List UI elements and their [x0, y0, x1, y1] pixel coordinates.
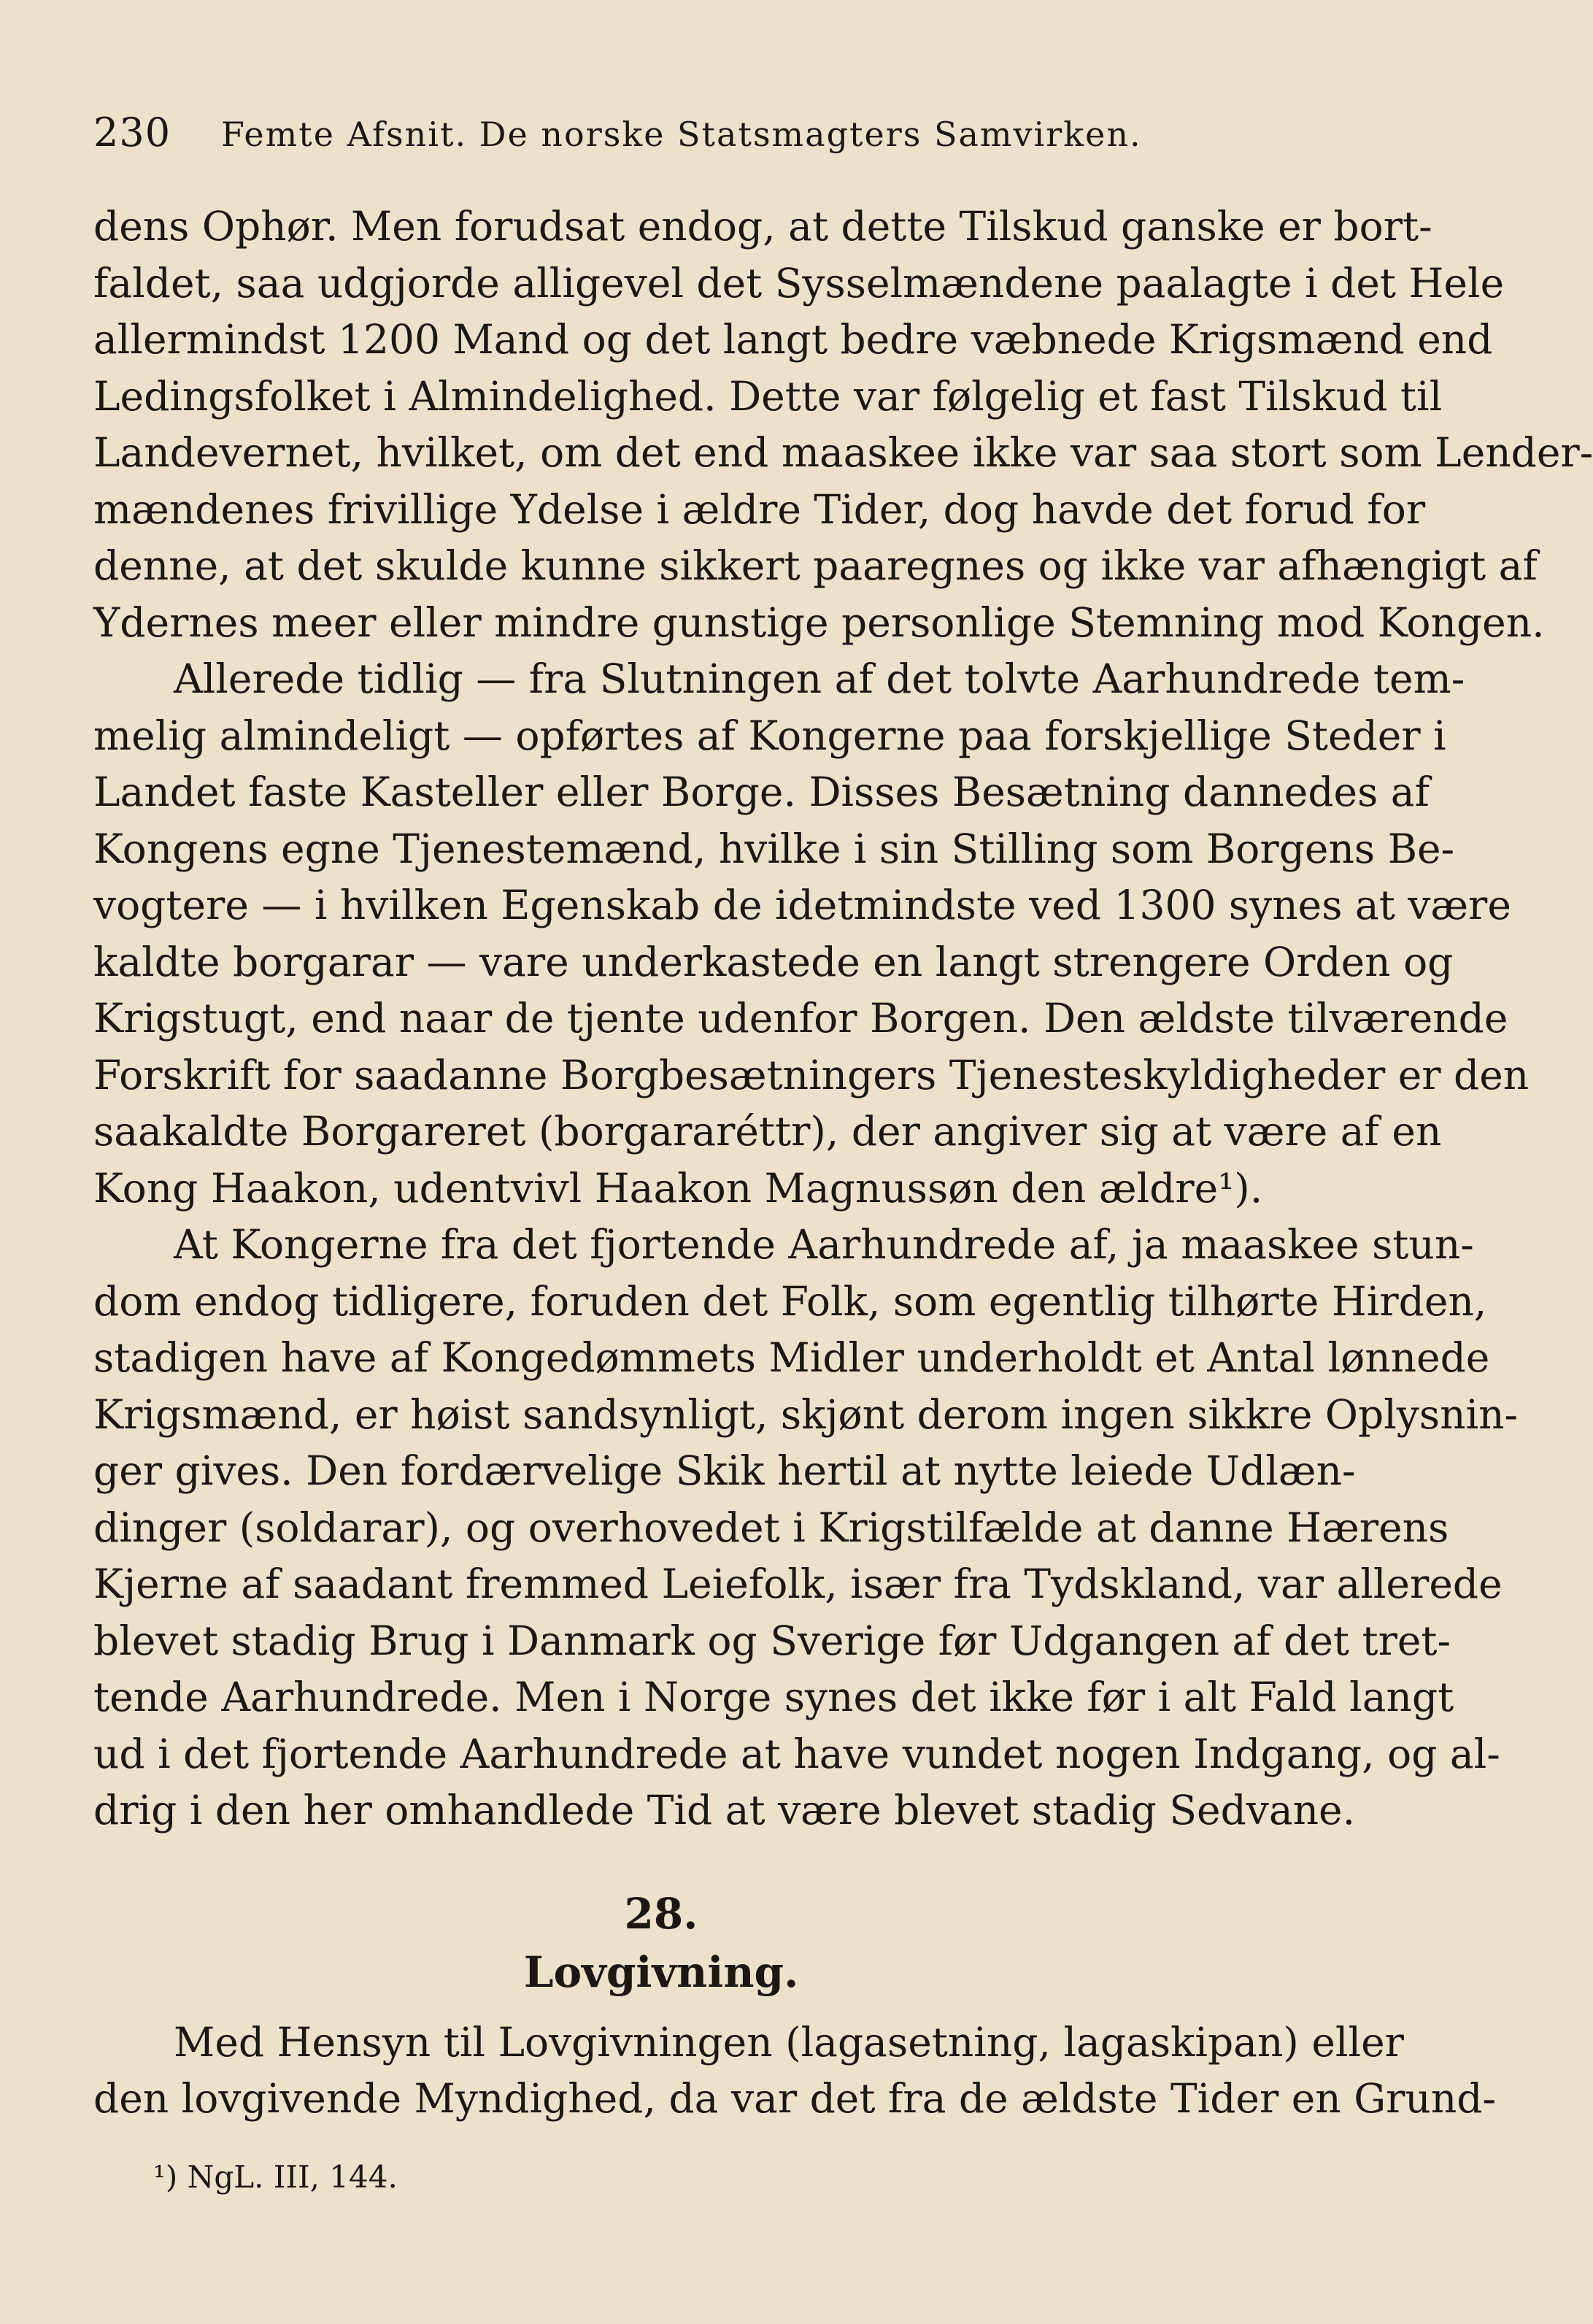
section-number: 28. [624, 1888, 698, 1939]
text-line: saakaldte Borgareret (borgararéttr), der angiver sig at være af en [93, 1108, 1442, 1155]
section-title: Lovgivning. [523, 1947, 799, 1997]
text-line: ud i det fjortende Aarhundrede at have vundet nogen Indgang, og al- [93, 1730, 1500, 1777]
text-line: mændenes frivillige Ydelse i ældre Tider, dog havde det forud for [93, 485, 1426, 533]
text-line: Allerede tidlig — fra Slutningen af det tolvte Aarhundrede tem- [174, 655, 1465, 702]
text-line: At Kongerne fra det fjortende Aarhundrede af, ja maaskee stun- [174, 1221, 1474, 1268]
text-line: tende Aarhundrede. Men i Norge synes det ikke før i alt Fald langt [93, 1674, 1454, 1720]
text-line: dinger (soldarar), og overhovedet i Krigstilfælde at danne Hærens [93, 1504, 1449, 1551]
footnote: ¹) NgL. III, 144. [153, 2159, 398, 2195]
text-line: melig almindeligt — opførtes af Kongerne paa forskjellige Steder i [93, 712, 1446, 759]
text-line: Kjerne af saadant fremmed Leiefolk, især fra Tydskland, var allerede [93, 1561, 1503, 1607]
text-line: stadigen have af Kongedømmets Midler underholdt et Antal lønnede [93, 1334, 1490, 1381]
section-paragraph [93, 2015, 1497, 2128]
text-line: Ydernes meer eller mindre gunstige personlige Stemning mod Kongen. [93, 599, 1545, 646]
text-line: faldet, saa udgjorde alligevel det Sysselmændene paalagte i det Hele [93, 259, 1505, 307]
main-paragraphs [93, 199, 1593, 1839]
body-text [93, 199, 1593, 2128]
text-line: Kongens egne Tjenestemænd, hvilke i sin Stilling som Borgens Be- [93, 825, 1455, 872]
running-head: Femte Afsnit. De norske Statsmagters Samvirken. [221, 115, 1142, 154]
text-line: kaldte borgarar — vare underkastede en langt strengere Orden og [93, 938, 1454, 985]
page-header [93, 109, 1232, 155]
text-line: denne, at det skulde kunne sikkert paaregnes og ikke var afhængigt af [93, 542, 1538, 589]
text-line: Krigsmænd, er høist sandsynligt, skjønt derom ingen sikkre Oplysnin- [93, 1390, 1519, 1438]
text-line: allermindst 1200 Mand og det langt bedre væbnede Krigsmænd end [93, 316, 1493, 363]
text-line: Kong Haakon, udentvivl Haakon Magnussøn den ældre¹). [93, 1164, 1263, 1212]
text-line: dom endog tidligere, foruden det Folk, som egentlig tilhørte Hirden, [93, 1277, 1487, 1325]
text-line: Krigstugt, end naar de tjente udenfor Borgen. Den ældste tilværende [93, 995, 1508, 1042]
text-line: drig i den her omhandlede Tid at være blevet stadig Sedvane. [93, 1787, 1356, 1834]
text-line: vogtere — i hvilken Egenskab de idetmindste ved 1300 synes at være [93, 882, 1511, 928]
text-line: Forskrift for saadanne Borgbesætningers Tjenesteskyldigheder er den [93, 1051, 1530, 1098]
text-line: Med Hensyn til Lovgivningen (lagasetning, lagaskipan) eller [174, 2018, 1404, 2066]
text-line: den lovgivende Myndighed, da var det fra de ældste Tider en Grund- [93, 2075, 1497, 2122]
text-line: ger gives. Den fordærvelige Skik hertil at nytte leiede Udlæn- [93, 1447, 1356, 1494]
text-line: Ledingsfolket i Almindelighed. Dette var følgelig et fast Tilskud til [93, 372, 1443, 420]
text-line: Landet faste Kasteller eller Borge. Disses Besætning dannedes af [93, 769, 1430, 815]
page-number: 230 [93, 109, 171, 155]
text-line: blevet stadig Brug i Danmark og Sverige før Udgangen af det tret- [93, 1617, 1451, 1664]
text-line: Landevernet, hvilket, om det end maaskee ikke var saa stort som Lender- [93, 429, 1593, 476]
text-line: dens Ophør. Men forudsat endog, at dette Tilskud ganske er bort- [93, 203, 1432, 250]
